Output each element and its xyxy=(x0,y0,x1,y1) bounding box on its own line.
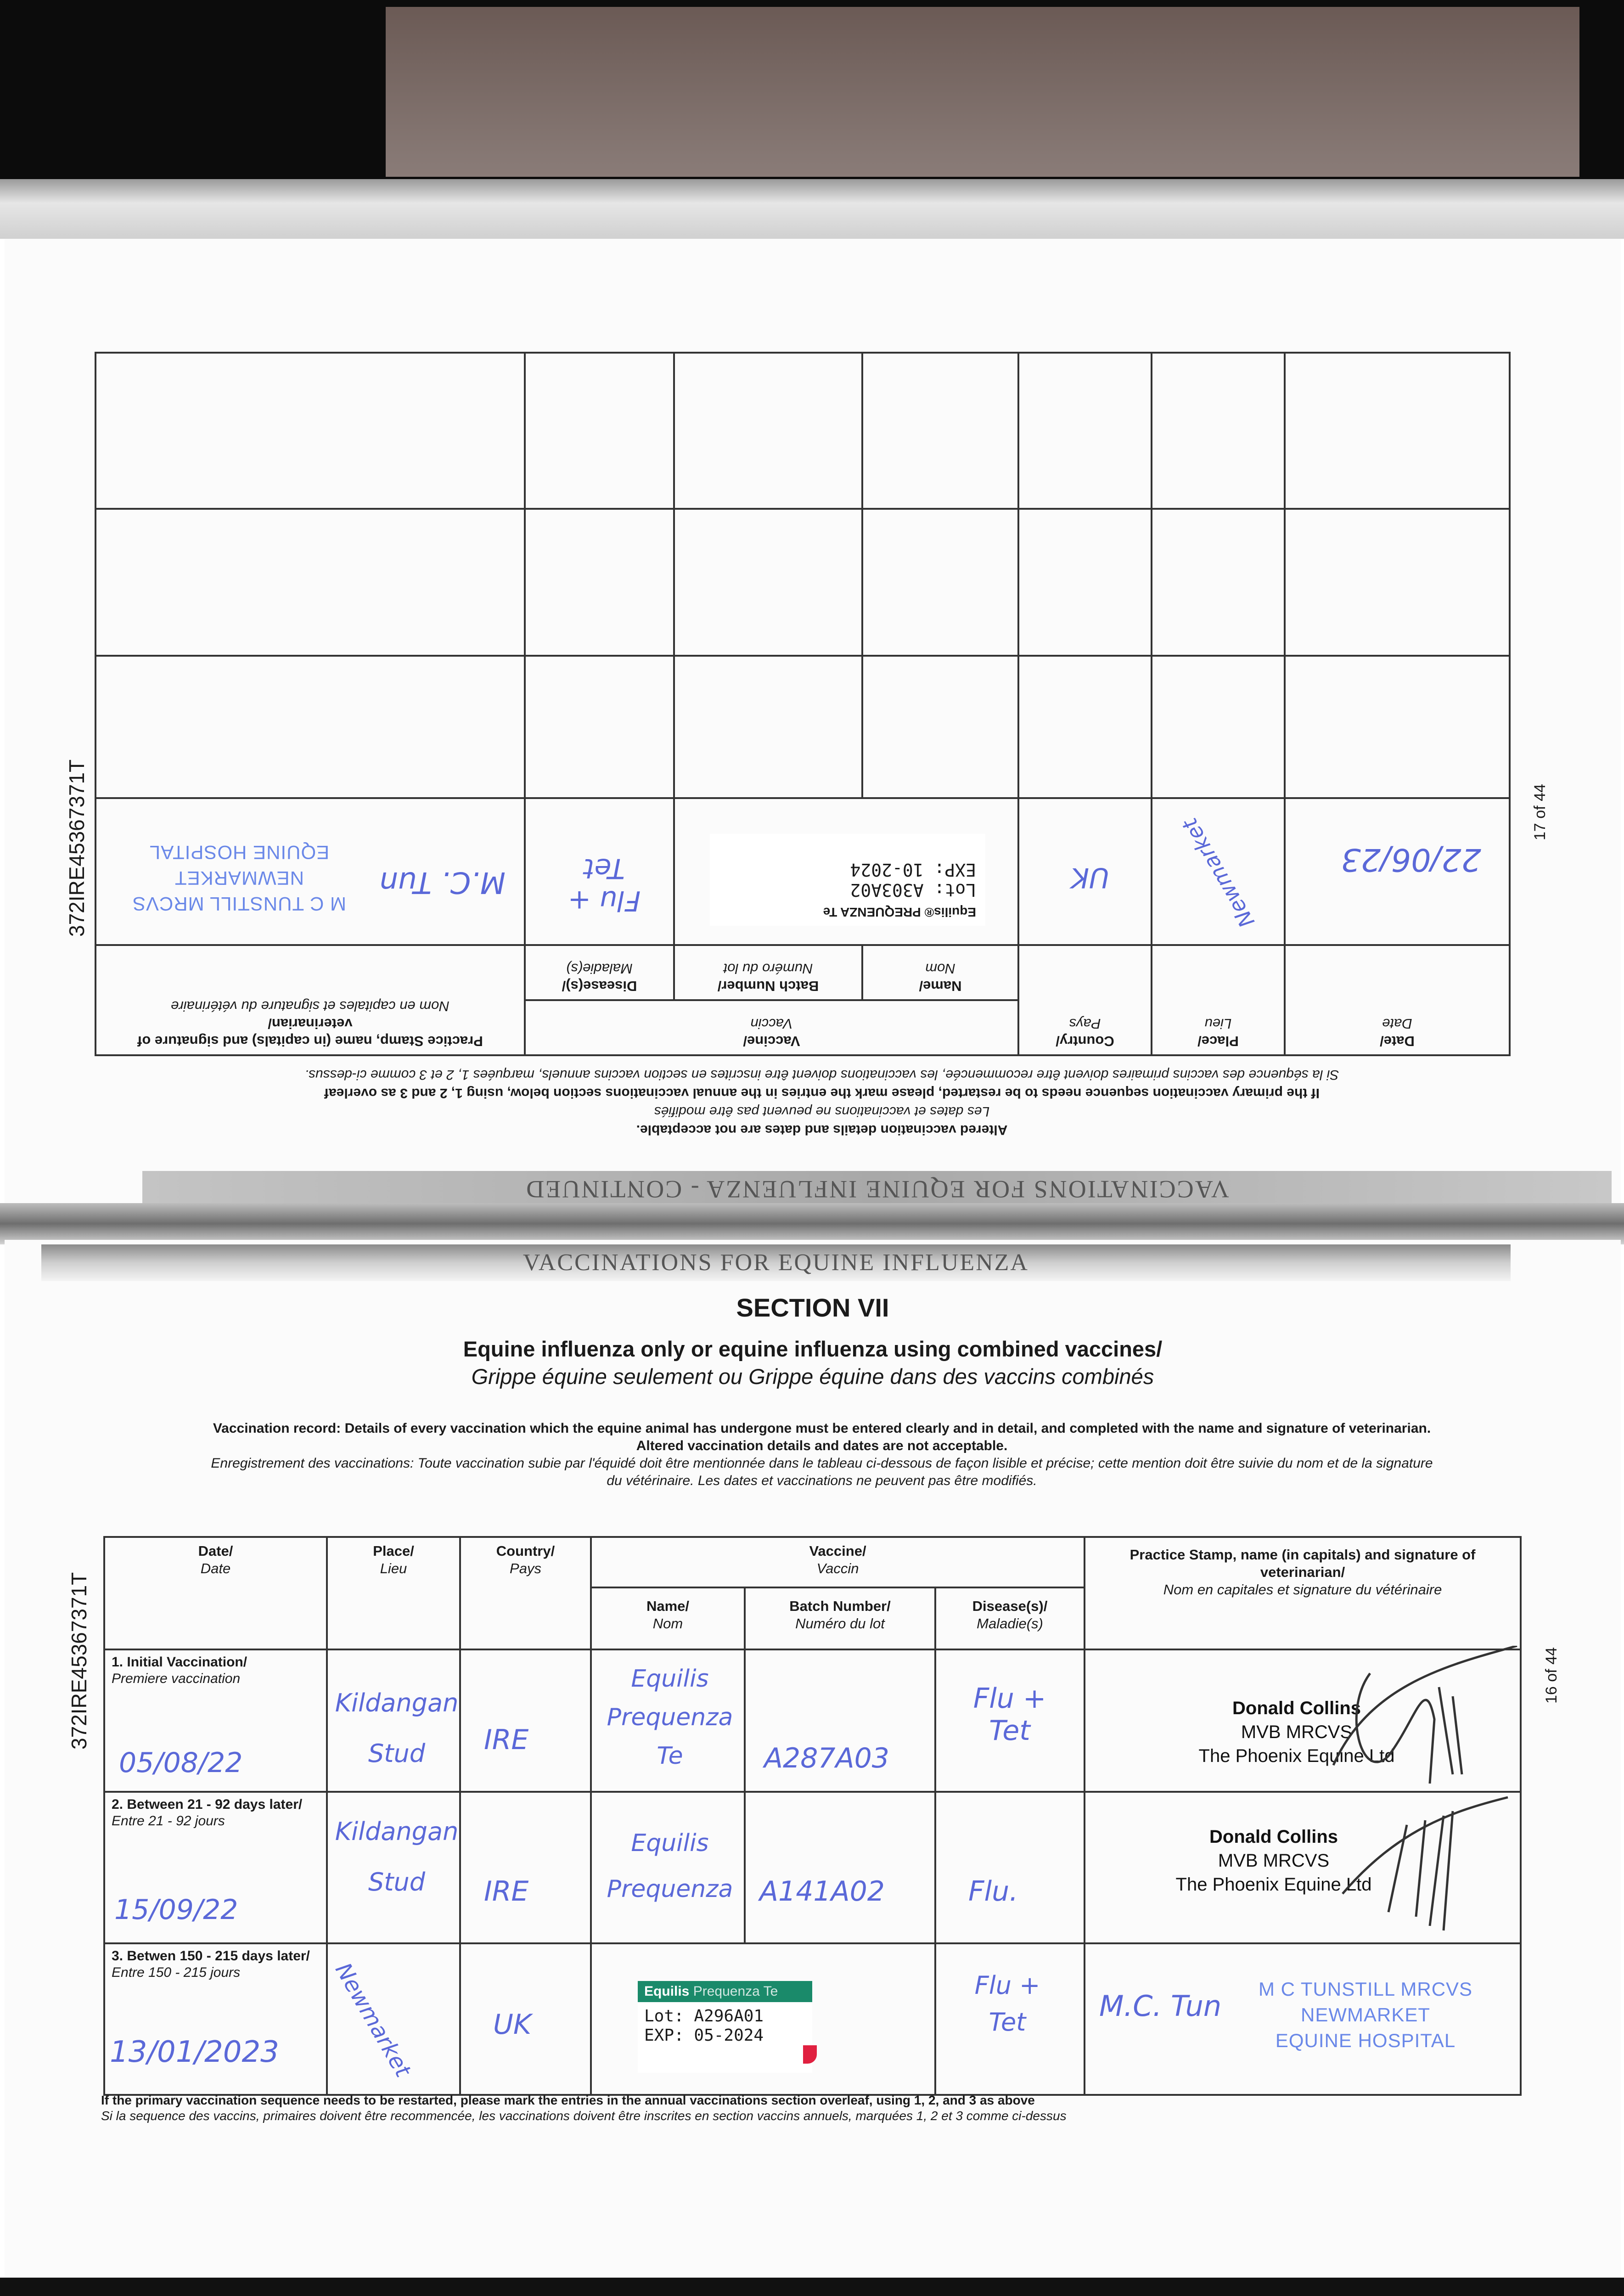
country-value: IRE xyxy=(484,1724,529,1756)
cell-date xyxy=(104,1943,327,2095)
table-row xyxy=(96,798,1510,945)
date-value: 22/06/23 xyxy=(1341,841,1481,878)
header-stamp: Practice Stamp, name (in capitals) and signature of veterinarian/ Nom en capitales et signature du vétérinaire xyxy=(96,945,525,1055)
passport-cover xyxy=(386,7,1579,177)
cell-date xyxy=(1285,798,1510,945)
cell-stamp xyxy=(1085,1943,1521,2095)
cell-place xyxy=(327,1943,460,2095)
header-disease: Disease(s)/ Maladie(s) xyxy=(525,945,674,1000)
intro-line: If the primary vaccination sequence needs to be restarted, please mark the entries in the annual vaccinations section below, using 1, 2 and 3 as overleaf xyxy=(324,1086,1320,1101)
table-row-empty xyxy=(96,353,1510,509)
date-value: 05/08/22 xyxy=(119,1747,243,1779)
header-country: Country/ Pays xyxy=(460,1537,591,1649)
page-edge xyxy=(0,179,1624,239)
cell-disease xyxy=(935,1649,1085,1792)
lot-label: Lot: xyxy=(934,880,976,900)
place-value: Newmarket xyxy=(1177,814,1260,932)
place-value: Kildangan Stud xyxy=(335,1688,459,1768)
disease-value: Flu + Tet xyxy=(568,852,641,917)
subtitle-en: Equine influenza only or equine influenza using combined vaccines/ xyxy=(463,1337,1163,1361)
practice-stamp: M C TUNSTILL MRCVS NEWMARKET EQUINE HOSPITAL xyxy=(132,842,346,915)
record-line: Enregistrement des vaccinations: Toute vaccination subie par l'équidé doit être mentionnée dans le tableau ci-dessous de façon lisible et précise; cette mention doit être suivie du nom et de la signature xyxy=(211,1456,1433,1471)
table-row xyxy=(104,1792,1521,1943)
cell-name-batch xyxy=(674,798,1018,945)
scanner-bottom-edge xyxy=(0,2278,1624,2296)
header-name: Name/ Nom xyxy=(591,1587,745,1649)
lower-page xyxy=(5,1240,1621,2278)
footer-note-fr: Si la sequence des vaccins, primaires doivent être recommencée, les vaccinations doivent être inscrites en section vaccins annuels, marquées 1, 2 et 3 comme ci-dessus xyxy=(101,2109,1067,2123)
cell-stamp xyxy=(1085,1649,1521,1792)
sticker-brand: Equilis® PREQUENZA Te xyxy=(823,905,976,919)
header-date: Date/ Date xyxy=(1285,945,1510,1055)
batch-value: A141A02 xyxy=(759,1875,885,1908)
upper-page xyxy=(5,239,1621,1208)
cell-batch xyxy=(745,1649,935,1792)
lot-label: Lot: xyxy=(644,2007,684,2026)
book-fold xyxy=(0,1203,1624,1244)
disease-value: Flu + Tet xyxy=(973,1683,1046,1747)
cell-country xyxy=(460,1943,591,2095)
header-country: Country/ Pays xyxy=(1018,945,1152,1055)
cell-name-batch xyxy=(591,1943,935,2095)
vaccine-name-value: Equilis Prequenza Te xyxy=(607,1665,733,1770)
vet-stamp: Donald Collins MVB MRCVS The Phoenix Equine Ltd xyxy=(1175,1827,1372,1895)
country-value: IRE xyxy=(484,1875,529,1908)
intro-line: Si la séquence des vaccins primaires doivent être recommencée, les vaccinations doivent être inscrites en section vaccins annuels, marquées 1, 2 et 3 comme ci-dessus. xyxy=(304,1067,1339,1082)
row-label-fr: Entre 150 - 215 jours xyxy=(112,1965,241,1980)
subtitle-fr: Grippe équine seulement ou Grippe équine dans des vaccins combinés xyxy=(471,1364,1154,1389)
cell-disease xyxy=(935,1792,1085,1943)
signature: M.C. Tun xyxy=(1099,1989,1222,2023)
cell-stamp xyxy=(1085,1792,1521,1943)
vaccination-table-continued xyxy=(95,352,1511,1056)
row-label-fr: Entre 21 - 92 jours xyxy=(112,1813,225,1829)
vaccine-name-value: Equilis Prequenza xyxy=(607,1829,733,1903)
practice-stamp: M C TUNSTILL MRCVS NEWMARKET EQUINE HOSPITAL xyxy=(1259,1978,1473,2051)
document-code: 372IRE45367371T xyxy=(65,759,89,937)
upper-rotated-content xyxy=(5,239,1621,1208)
row-label: 2. Between 21 - 92 days later/ xyxy=(112,1797,303,1812)
intro-line: Les dates et vaccinations ne peuvent pas être modifiés xyxy=(654,1104,990,1119)
date-value: 13/01/2023 xyxy=(110,2035,279,2069)
header-place: Place/ Lieu xyxy=(327,1537,460,1649)
vaccination-table xyxy=(103,1536,1522,2096)
footer-note-en: If the primary vaccination sequence needs to be restarted, please mark the entries in the annual vaccinations section overleaf, using 1, 2, and 3 as above xyxy=(101,2093,1035,2107)
row-label: 3. Betwen 150 - 215 days later/ xyxy=(112,1948,310,1964)
cell-place xyxy=(327,1649,460,1792)
section-banner: VACCINATIONS FOR EQUINE INFLUENZA - CONTINUED xyxy=(142,1171,1612,1208)
header-batch: Batch Number/ Numéro du lot xyxy=(745,1587,935,1649)
sticker-brand: Equilis xyxy=(644,1984,690,1999)
page-number: 17 of 44 xyxy=(1531,784,1549,840)
cell-disease xyxy=(935,1943,1085,2095)
disease-value: Flu + Tet xyxy=(974,1971,1040,2037)
cell-disease xyxy=(525,798,674,945)
section-title: SECTION VII xyxy=(736,1293,889,1322)
batch-value: A287A03 xyxy=(764,1742,889,1774)
cell-place xyxy=(1152,798,1285,945)
place-value: Newmarket xyxy=(330,1958,416,2082)
header-name: Name/ Nom xyxy=(862,945,1018,1000)
exp-value: 05-2024 xyxy=(694,2026,764,2045)
cell-country xyxy=(460,1792,591,1943)
lot-value: A296A01 xyxy=(694,2007,764,2026)
header-stamp: Practice Stamp, name (in capitals) and signature of veterinarian/ Nom en capitales et signature du vétérinaire xyxy=(1085,1537,1521,1649)
record-line: Vaccination record: Details of every vaccination which the equine animal has undergone must be entered clearly and in detail, and completed with the name and signature of veterinarian. xyxy=(213,1421,1431,1436)
header-vaccine: Vaccine/ Vaccin xyxy=(591,1537,1085,1587)
country-value: UK xyxy=(493,2009,532,2041)
cell-stamp xyxy=(96,798,525,945)
page-number: 16 of 44 xyxy=(1543,1647,1560,1704)
header-date: Date/ Date xyxy=(104,1537,327,1649)
signature-scribble xyxy=(1315,1646,1526,1793)
sticker-brand2: Prequenza Te xyxy=(693,1984,778,1999)
date-value: 15/09/22 xyxy=(114,1894,238,1926)
exp-label: EXP: xyxy=(934,860,976,880)
cell-name xyxy=(591,1649,745,1792)
record-instructions xyxy=(115,1420,1529,1490)
cell-country xyxy=(460,1649,591,1792)
exp-label: EXP: xyxy=(644,2026,684,2045)
header-vaccine: Vaccine/ Vaccin xyxy=(525,1000,1018,1055)
cell-batch xyxy=(745,1792,935,1943)
row-label: 1. Initial Vaccination/ xyxy=(112,1654,247,1670)
vet-stamp: Donald Collins MVB MRCVS The Phoenix Equine Ltd xyxy=(1198,1698,1395,1766)
lot-value: A303A02 xyxy=(850,880,924,900)
table-row xyxy=(104,1649,1521,1792)
signature-scribble xyxy=(1333,1793,1517,1940)
disease-value: Flu. xyxy=(968,1875,1018,1908)
header-batch: Batch Number/ Numéro du lot xyxy=(674,945,862,1000)
cell-country xyxy=(1018,798,1152,945)
record-line: du vétérinaire. Les dates et vaccinations ne peuvent pas être modifiés. xyxy=(607,1473,1037,1488)
cell-date xyxy=(104,1792,327,1943)
cell-date xyxy=(104,1649,327,1792)
place-value: Kildangan Stud xyxy=(335,1817,459,1896)
signature: M.C. Tun xyxy=(379,865,506,899)
intro-line: Altered vaccination details and dates are not acceptable. xyxy=(636,1122,1008,1137)
record-line: Altered vaccination details and dates are not acceptable. xyxy=(636,1438,1008,1453)
vaccine-sticker xyxy=(638,1981,812,2073)
country-value: UK xyxy=(1071,861,1109,894)
table-row-empty xyxy=(96,509,1510,656)
sticker-tab xyxy=(803,2045,817,2064)
cell-place xyxy=(327,1792,460,1943)
intro-text xyxy=(115,1065,1529,1139)
vaccine-sticker xyxy=(710,834,985,926)
table-row xyxy=(104,1943,1521,2095)
table-row-empty xyxy=(96,656,1510,798)
document-code: 372IRE45367371T xyxy=(67,1572,91,1750)
row-label-fr: Premiere vaccination xyxy=(112,1671,241,1686)
cell-name xyxy=(591,1792,745,1943)
exp-value: 10-2024 xyxy=(850,860,924,880)
section-banner: VACCINATIONS FOR EQUINE INFLUENZA xyxy=(41,1244,1511,1281)
header-place: Place/ Lieu xyxy=(1152,945,1285,1055)
header-disease: Disease(s)/ Maladie(s) xyxy=(935,1587,1085,1649)
